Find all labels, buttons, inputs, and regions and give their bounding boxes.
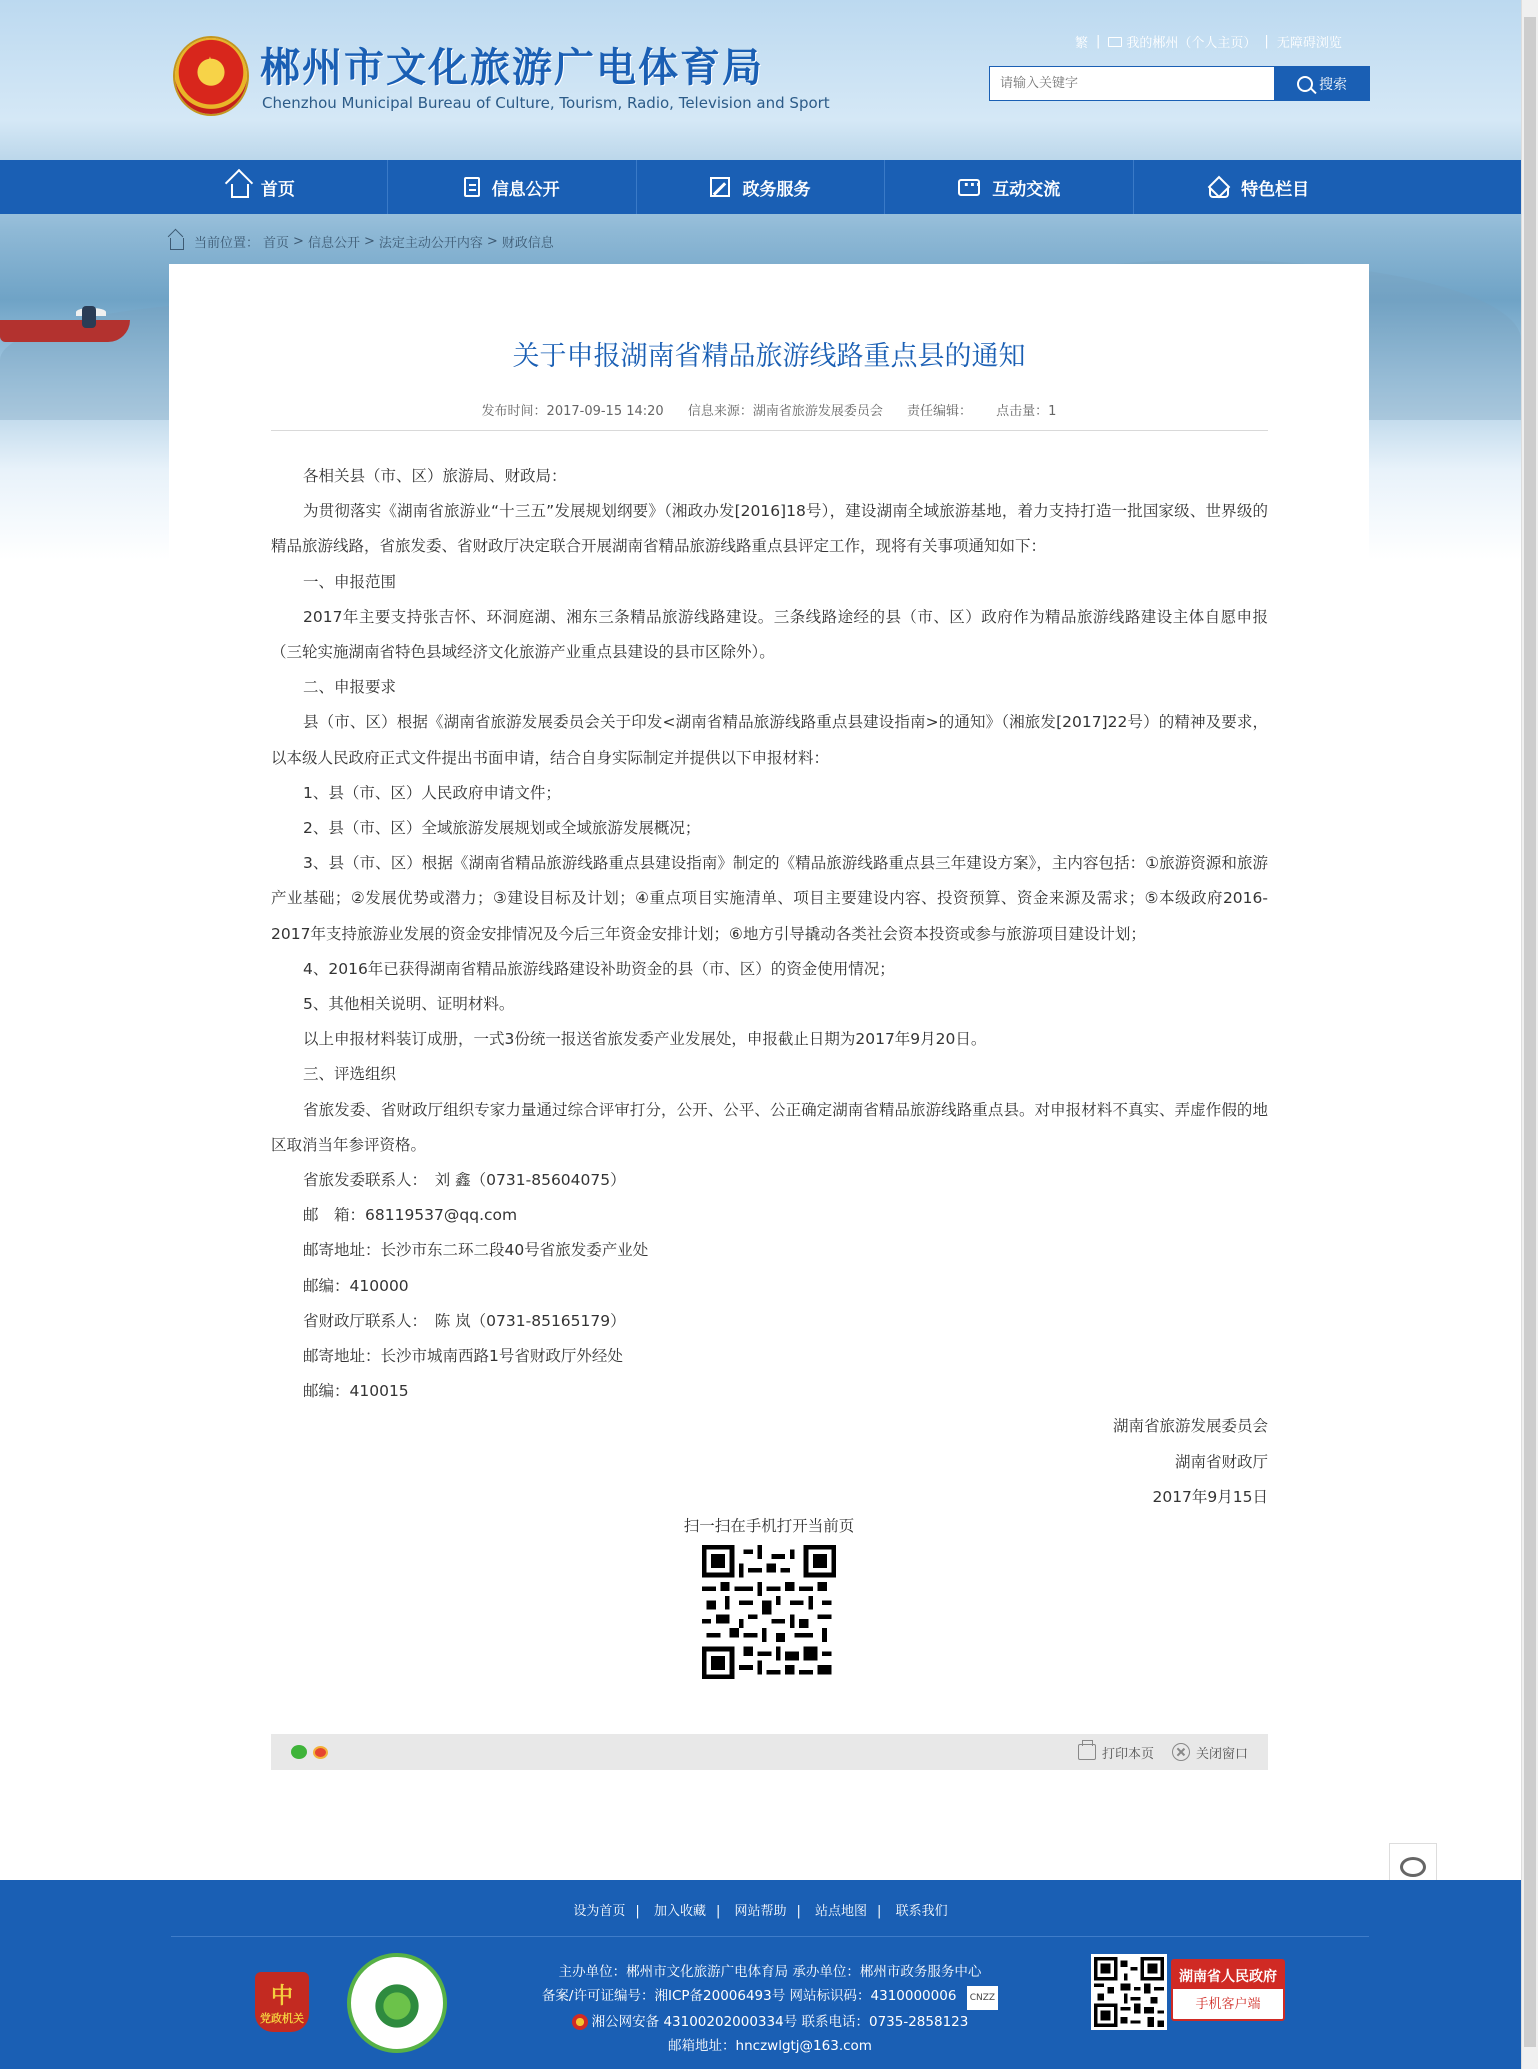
printer-icon bbox=[1078, 1744, 1096, 1760]
paragraph: 1、县（市、区）人民政府申请文件； bbox=[303, 783, 561, 802]
footer-organizer: 主办单位：郴州市文化旅游广电体育局 承办单位：郴州市政务服务中心 bbox=[558, 1964, 982, 1980]
breadcrumb-prefix: 当前位置： bbox=[194, 236, 260, 251]
weibo-icon bbox=[1400, 1857, 1426, 1877]
scrollbar-thumb[interactable] bbox=[1524, 17, 1536, 2047]
nav-item-home[interactable] bbox=[139, 160, 388, 214]
separator: | bbox=[1264, 34, 1269, 49]
accessible-browse-link[interactable]: 无障碍浏览 bbox=[1276, 36, 1342, 51]
paragraph: 一、申报范围 bbox=[303, 572, 397, 591]
paragraph: 为贯彻落实《湖南省旅游业“十三五”发展规划纲要》（湘政办发[2016]18号），建设湖南全域旅游基地，着力支持打造一批国家级、世界级的精品旅游线路，省旅发委、省财政厅决定联合开展湖南省精品旅游线路重点县评定工作，现将有关事项通知如下： bbox=[271, 502, 1268, 556]
footer-info bbox=[420, 1960, 1120, 2058]
footer-link-sitemap[interactable]: 站点地图 bbox=[815, 1904, 868, 1919]
paragraph: 邮寄地址：长沙市城南西路1号省财政厅外经处 bbox=[303, 1347, 623, 1366]
share-bar bbox=[271, 1734, 1268, 1770]
share-icons bbox=[291, 1745, 328, 1759]
footer-email: 邮箱地址：hnczwlgtj@163.com bbox=[668, 2038, 872, 2054]
breadcrumb-item-info[interactable]: 信息公开 bbox=[307, 236, 360, 251]
paragraph: 3、县（市、区）根据《湖南省精品旅游线路重点县建设指南》制定的《精品旅游线路重点县三年建设方案》，主内容包括：①旅游资源和旅游产业基础；②发展优势或潜力；③建设目标及计划；④重点项目实施清单、项目主要建设内容、投资预算、资金来源及需求；⑤本级政府2016-2017年支持旅游业发展的资金安排情况及今后三年资金安排计划；⑥地方引导撬动各类社会资本投资或参与旅游项目建设计划； bbox=[271, 854, 1268, 943]
paragraph: 邮寄地址：长沙市东二环二段40号省旅发委产业处 bbox=[303, 1241, 649, 1260]
paragraph: 县（市、区）根据《湖南省旅游发展委员会关于印发<湖南省精品旅游线路重点县建设指南>的通知》（湘旅发[2017]22号）的精神及要求，以本级人民政府正式文件提出书面申请，结合自身实际制定并提供以下申报材料： bbox=[271, 713, 1268, 767]
breadcrumb-item-home[interactable]: 首页 bbox=[263, 236, 290, 251]
paragraph: 省旅发委、省财政厅组织专家力量通过综合评审打分，公开、公平、公正确定湖南省精品旅游线路重点县。对申报材料不真实、弄虚作假的地区取消当年参评资格。 bbox=[271, 1100, 1268, 1154]
article-meta bbox=[169, 400, 1369, 419]
nav-item-info-disclosure[interactable] bbox=[388, 160, 637, 214]
boatman-decoration bbox=[82, 306, 96, 328]
paragraph: 4、2016年已获得湖南省精品旅游线路建设补助资金的县（市、区）的资金使用情况； bbox=[303, 959, 895, 978]
breadcrumb-sep: > bbox=[486, 234, 498, 249]
top-links bbox=[1075, 32, 1342, 51]
article-body bbox=[271, 459, 1268, 1515]
footer-link-add-favorite[interactable]: 加入收藏 bbox=[653, 1904, 706, 1919]
footer-links: 设为首页 | 加入收藏 | 网站帮助 | 站点地图 | 联系我们 bbox=[573, 1904, 948, 1919]
nav-item-label: 政务服务 bbox=[742, 179, 811, 200]
nav-item-label: 信息公开 bbox=[491, 179, 560, 200]
paragraph: 三、评选组织 bbox=[303, 1065, 397, 1084]
paragraph: 邮 箱：68119537@qq.com bbox=[303, 1206, 518, 1225]
qr-caption: 扫一扫在手机打开当前页 bbox=[683, 1517, 855, 1535]
vertical-scrollbar[interactable] bbox=[1521, 0, 1538, 2069]
nav-item-label: 互动交流 bbox=[992, 179, 1061, 200]
article-title: 关于申报湖南省精品旅游线路重点县的通知 bbox=[512, 341, 1026, 372]
footer-icp-line bbox=[420, 1984, 1120, 2010]
breadcrumb-item-finance[interactable]: 财政信息 bbox=[501, 236, 554, 251]
separator: | bbox=[1096, 34, 1101, 49]
chat-icon bbox=[958, 179, 980, 196]
paragraph: 邮编：410000 bbox=[303, 1276, 409, 1295]
wechat-share-icon[interactable] bbox=[291, 1745, 307, 1759]
nav-item-featured[interactable] bbox=[1134, 160, 1382, 214]
signature-tourism-committee: 湖南省旅游发展委员会 bbox=[1112, 1417, 1268, 1436]
hunan-gov-app-badge[interactable] bbox=[1171, 1959, 1285, 2021]
search-icon bbox=[1297, 76, 1313, 92]
layers-icon bbox=[1207, 176, 1229, 198]
paragraph: 省旅发委联系人： 刘 鑫（0731-85604075） bbox=[303, 1171, 626, 1190]
search-button-label: 搜索 bbox=[1319, 76, 1347, 93]
search-input[interactable] bbox=[989, 66, 1275, 101]
print-page-button[interactable] bbox=[1078, 1743, 1154, 1762]
signature-date: 2017年9月15日 bbox=[1152, 1487, 1268, 1506]
paragraph: 省财政厅联系人： 陈 岚（0731-85165179） bbox=[303, 1311, 626, 1330]
cnzz-stats-badge[interactable]: CNZZ bbox=[967, 1986, 998, 2010]
police-badge-icon bbox=[572, 2014, 588, 2030]
gov-app-title: 湖南省人民政府 bbox=[1173, 1961, 1283, 1989]
document-icon bbox=[464, 177, 480, 197]
divider bbox=[271, 430, 1268, 431]
nav-item-label: 首页 bbox=[260, 179, 295, 200]
qr-code-image bbox=[702, 1545, 836, 1679]
footer-police-line bbox=[420, 2010, 1120, 2034]
home-icon bbox=[170, 238, 184, 250]
weibo-share-icon[interactable] bbox=[313, 1746, 328, 1759]
footer-link-set-home[interactable]: 设为首页 bbox=[573, 1904, 626, 1919]
computer-icon bbox=[1108, 37, 1122, 47]
print-page-label: 打印本页 bbox=[1101, 1746, 1154, 1762]
breadcrumb-sep: > bbox=[363, 234, 375, 249]
gov-app-subtitle: 手机客户端 bbox=[1195, 1997, 1261, 2012]
page-actions bbox=[1078, 1743, 1248, 1762]
breadcrumb-sep: > bbox=[293, 234, 304, 249]
close-icon bbox=[1172, 1743, 1190, 1761]
paragraph: 邮编：410015 bbox=[303, 1382, 409, 1401]
footer-link-help[interactable]: 网站帮助 bbox=[734, 1904, 787, 1919]
edit-icon bbox=[710, 177, 730, 197]
responsible-editor: 责任编辑： bbox=[907, 404, 973, 419]
view-count: 点击量：1 bbox=[996, 404, 1057, 419]
divider bbox=[171, 1936, 1369, 1937]
footer-link-contact[interactable]: 联系我们 bbox=[895, 1904, 948, 1919]
signature-finance-department: 湖南省财政厅 bbox=[1174, 1452, 1268, 1471]
site-header bbox=[0, 0, 1521, 160]
publish-time: 发布时间：2017-09-15 14:20 bbox=[481, 404, 664, 419]
site-footer bbox=[0, 1880, 1521, 2069]
badge-label: 党政机关 bbox=[260, 2011, 304, 2025]
site-subtitle: Chenzhou Municipal Bureau of Culture, Tourism, Radio, Television and Sport bbox=[262, 94, 830, 112]
footer-qr-code bbox=[1091, 1954, 1167, 2030]
close-window-label: 关闭窗口 bbox=[1195, 1746, 1248, 1762]
badge-emblem-icon: 中 bbox=[270, 1983, 293, 2009]
paragraph: 2、县（市、区）全域旅游发展规划或全域旅游发展概况； bbox=[303, 819, 701, 838]
paragraph: 二、申报要求 bbox=[303, 678, 397, 697]
paragraph: 各相关县（市、区）旅游局、财政局： bbox=[303, 467, 567, 485]
paragraph: 5、其他相关说明、证明材料。 bbox=[303, 995, 515, 1014]
paragraph: 以上申报材料装订成册，一式3份统一报送省旅发委产业发展处，申报截止日期为2017年9月20日。 bbox=[303, 1030, 987, 1049]
boat-decoration bbox=[0, 320, 130, 342]
leaf-emblem-icon bbox=[367, 1973, 427, 2033]
info-source: 信息来源：湖南省旅游发展委员会 bbox=[687, 404, 883, 419]
footer-police-record[interactable]: 湘公网安备 43100202000334号 联系电话：0735-2858123 bbox=[591, 2014, 969, 2030]
site-title[interactable]: 郴州市文化旅游广电体育局 bbox=[260, 45, 764, 91]
paragraph: 2017年主要支持张吉怀、环洞庭湖、湘东三条精品旅游线路建设。三条线路途经的县（市、区）政府作为精品旅游线路建设主体自愿申报（三轮实施湖南省特色县域经济文化旅游产业重点县建设的县市区除外）。 bbox=[271, 607, 1268, 662]
nav-item-label: 特色栏目 bbox=[1241, 179, 1310, 200]
nav-item-government-service[interactable] bbox=[637, 160, 886, 214]
main-nav bbox=[0, 160, 1521, 214]
home-icon bbox=[231, 184, 249, 198]
footer-icp[interactable]: 备案/许可证编号：湘ICP备20006493号 网站标识码：4310000006 bbox=[541, 1988, 957, 2004]
nav-item-interaction[interactable] bbox=[885, 160, 1134, 214]
my-chenzhou-link[interactable]: 我的郴州（个人主页） bbox=[1126, 36, 1257, 51]
breadcrumb bbox=[170, 232, 554, 251]
national-emblem-logo: ★ bbox=[175, 38, 247, 114]
search-button[interactable] bbox=[1274, 66, 1370, 101]
close-window-button[interactable] bbox=[1172, 1743, 1248, 1762]
traditional-chinese-link[interactable]: 繁 bbox=[1075, 36, 1089, 51]
party-government-badge[interactable] bbox=[255, 1972, 309, 2032]
breadcrumb-item-statutory[interactable]: 法定主动公开内容 bbox=[378, 236, 483, 251]
